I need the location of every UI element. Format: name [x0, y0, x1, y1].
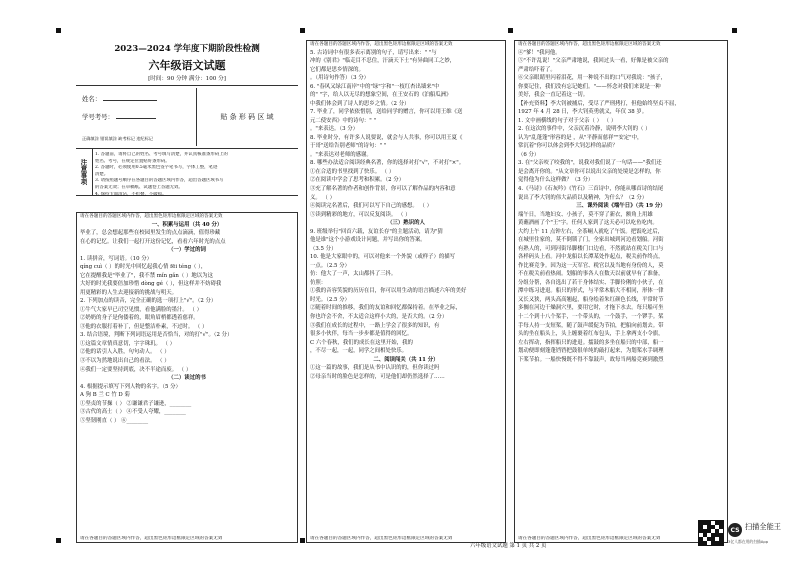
name-label: 姓名： — [82, 95, 102, 103]
exam-year-title: 2023—2024 学年度下期阶段性检测 — [114, 44, 260, 54]
text-line: 说出了李大钊的伟大品质以及精神，为什么？（2 分） — [518, 194, 648, 201]
text-line: 中我们体会到了诗人的思乡之情。（2 分） — [310, 100, 410, 107]
time-score-line: [时间：90 分钟 满分：100 分] — [148, 76, 226, 82]
text-line: 是会离开你的。"从文章你可以说出父亲的处境是怎样的，你 — [518, 168, 661, 175]
text-line: ⑤坚韧刚直（ ） ⑥________ — [80, 417, 149, 424]
text-line: 十二个到十八个桨手，一个带头的，一个鼓手，一个锣手。桨 — [518, 313, 664, 320]
section-heading: （三）熟识的人 — [387, 220, 425, 227]
text-line: 8. 毕业时分，有许多人说要说，就会与人共事，你可以用王夏《 — [310, 134, 463, 141]
frame-notice-top: 请在各题目的答题区域内作答，超出黑色矩形边框限定区域的答案无效 — [518, 42, 661, 47]
section-heading: （一）学过的词 — [168, 247, 206, 254]
text-line: 于哥"送给告别老师"的诗句：" " — [310, 143, 387, 150]
answer-frame — [76, 212, 298, 543]
text-line: 在城里住家的，莫不倒锁了门，全家出城到河边看划船。河街 — [518, 237, 664, 244]
text-line: ①这一篇的故事，我们是从书中认识的的，但你读过吗 — [310, 365, 440, 372]
registration-mark — [732, 28, 737, 33]
name-field[interactable] — [82, 94, 157, 103]
text-line: 有熟人的，可到河街吊脚楼门口边看，不然就站在税关门口与 — [518, 245, 664, 252]
text-line: （3.5 分） — [310, 245, 337, 252]
text-line: 1. 文中画横线的句子对于父亲（ ） （ ） — [518, 117, 617, 124]
text-line: 义。 （ ） — [310, 194, 335, 201]
text-line: 4.《马诗》《石灰吟》《竹石》三首诗中，你能从哪首诗的结尾 — [518, 186, 664, 192]
text-line: 7. 毕业了，同学依依惜别，送给同学的赠言，你可以用王维《送 — [310, 109, 463, 116]
text-line: ①在合适的书里找到了快乐。 （ ） — [310, 168, 395, 175]
text-line: 元二使安西》中的诗句：" " — [310, 117, 376, 124]
text-line: 仿照： — [310, 279, 327, 286]
text-line: 时光。（2.5 分） — [310, 296, 350, 303]
text-line: 。"来表达。（3 分） — [310, 126, 359, 133]
text-line: 大约上午 11 点钟左右，全茶峒人就吃了午饭。把饭吃过后， — [518, 228, 664, 235]
text-line: （6 分） — [518, 151, 540, 158]
note-item: 2. 答题时，必须使用0.5毫米黑色签字笔书写，字体工整，笔迹 — [95, 165, 218, 171]
text-line: ，不尽一起，一起，同学之间相处快乐。 — [310, 348, 408, 355]
answer-column-1 — [76, 40, 298, 543]
note-item: 1. 答题前，请将自己的姓名、考号填写清楚，并认真核准条形码上的 — [95, 152, 228, 157]
frame-notice-bottom: 请在各题目的答题区域内作答，超出黑色矩形边框限定区域的答案无效 — [310, 535, 453, 541]
text-line: ③他的衣服打着补丁，但是整洁朴素，不过时。 （ ） — [80, 323, 208, 330]
text-line: 1927 年 4 月 28 日，李大钊英勇就义，年仅 38 岁。 — [518, 109, 648, 116]
text-line: ①坚贞的节操（ ） ②谦谦君子谦逊，________ — [80, 400, 192, 407]
frame-notice-bottom: 请在各题目的答题区域内作答，超出黑色矩形边框限定区域的答案无效 — [80, 535, 223, 541]
text-line: ④"爹！"我问他。 — [518, 49, 561, 56]
text-line: 8. 哪些办法适合阅读经典名著，你的选择对打"√"，不对打"×"。 — [310, 160, 465, 167]
text-line: 美好，我会一直记着这一切。 — [518, 92, 589, 99]
column-3-text — [515, 49, 727, 365]
text-line: 左右挥动，指挥船只的进退。擂鼓的多坐在船只的中部，船一 — [518, 339, 664, 346]
registration-mark — [508, 28, 513, 33]
column-1-text — [77, 221, 297, 426]
note-item: 清楚。 — [95, 171, 109, 177]
section-heading: （二）读过的书 — [168, 375, 206, 382]
text-line: 【补充资料】李大钊被捕后，受尽了严刑拷打，但他始终坚贞不屈， — [518, 100, 680, 107]
text-line: ⑤读到精彩的地方，可以反复阅读。 （ ） — [310, 211, 411, 218]
section-heading: 二、阅读闯关（共 11 分） — [373, 356, 439, 363]
text-line: 很多小伙伴，每当一步步都是值得的回忆。 — [310, 331, 413, 338]
answer-column-2 — [306, 40, 506, 543]
text-line: 你也许会不舍，不太适合这样小大的，是否大的。（2 分） — [310, 313, 448, 320]
section-heading: 三、课外阅读《端午日》（共 19 分） — [576, 203, 666, 210]
text-line: 你要记住，我们没有忘记她们。"——怀念对我们来说是一种 — [518, 83, 661, 90]
text-line: ①我的音容笑貌的历历在目，你可以用生动的语言描述六年的美好 — [310, 288, 467, 295]
page-footer: 六年级语文试题 第 1 页 共 2 页 — [470, 543, 547, 549]
text-line: C 六个春秋，我们的成长在这里开始，我的 — [310, 339, 413, 346]
text-line: 分组分帮，各自选出了若干身体结实、手脚伶俐的小伙子，在 — [518, 279, 664, 286]
notes-box — [76, 149, 298, 196]
text-line: ③不以为然地说出自己的看法。 （ ） — [80, 358, 170, 364]
text-line: 各样码头上看。河中龙船以长潭某处作起点，税关前作终点， — [518, 254, 664, 261]
text-line: 他是谁"这个小游戏设计问题，并写出你的答案。 — [310, 237, 426, 244]
text-line: 。（用诗句作答）（3 分） — [310, 75, 370, 82]
text-line: ②在阅读中学会了思考和积累。（2 分） — [310, 177, 405, 184]
text-line: 3. 在"父亲咬了咬我的"，说我对我们说了一句话——"我们还 — [518, 160, 662, 167]
registration-mark — [56, 538, 61, 543]
notes-list — [95, 152, 295, 198]
text-line: 手每人持一支短桨，随了鼓声缓促为节拍，把船向前划去。带 — [518, 322, 664, 329]
text-line: 3. 结合语境，判断下列词语运用是否恰当，对的打"√"。（2 分） — [80, 332, 233, 339]
text-line: 的" "字，给人以无尽的想象空间，在王安石的《泊船瓜洲》 — [310, 92, 452, 99]
text-line: ④阅读完名著后，我们可以写下自己的感想。 （ ） — [310, 203, 433, 210]
text-line: 1. 读拼音，写词语。（10 分） — [80, 255, 153, 262]
text-line: 认为"乱蓬蓬"形容的是 ，从"平静而慈祥""安定"中， — [518, 134, 643, 141]
text-line: ⑤"不许乱说！"父亲严肃地说，我回过头一看，好像是被父亲的 — [518, 58, 669, 65]
text-line: 用更精彩的人生去迎接新的挑战与明天。 — [80, 289, 178, 296]
column-2-text — [307, 49, 505, 382]
text-line: 仿：他大了一声，太山都抖了三抖。 — [310, 271, 397, 278]
note-item: 3. 请按照题号顺序在各题目的答题区域内作答，超出答题区域书写 — [95, 178, 224, 184]
text-line: ②奶奶的身子是佝偻着的，眼角眉梢都透着慈祥。 — [80, 315, 199, 322]
note-item: 姓名、考号，在规定位置贴好条形码。 — [95, 158, 170, 164]
camscanner-logo-icon: CS — [728, 523, 742, 537]
text-line: 觉得他为什么这样做？（3 分） — [518, 177, 594, 184]
text-line: ①牛气大家早已司空见惯，看他满脸的墨汁。 （ ） — [80, 306, 203, 313]
fill-example: 正确填涂 错误填涂 缺考标记 违纪标记 — [82, 136, 153, 141]
qr-code-icon — [698, 520, 724, 546]
text-line: 端午日，当地妇女、小孩子，莫不穿了新衣，额角上用雄 — [518, 211, 653, 218]
answer-frame — [514, 40, 728, 543]
text-line: ③我们在成长的过程中，一路上学会了很多的知识，有 — [310, 322, 440, 329]
scanner-tagline: 3亿人都在用的扫描App — [728, 539, 769, 544]
text-line: ③古代的高士（ ） ④不受人夸耀，________ — [80, 409, 186, 416]
text-line: 黄蘸酒画了个"王"字。任何人家到了这天必可以吃鱼吃肉。 — [518, 220, 658, 227]
text-line: 6. "春风又绿江南岸"中的"绿"字和"一枝红杏出墙来"中 — [310, 83, 440, 90]
frame-notice-top: 请在各题目的答题区域内作答，超出黑色矩形边框限定区域的答案无效 — [80, 214, 223, 219]
text-line: 潭中练习进退。船只的形式，与平常木船大不相同，形体一律 — [518, 288, 664, 295]
text-line: ②随着时间的推移，我们的友谊和回忆都保持着。在毕业之际， — [310, 305, 461, 312]
frame-notice-top: 请在各题目的答题区域内作答，超出黑色矩形边框限定区域的答案无效 — [310, 42, 453, 47]
answer-frame — [306, 40, 506, 543]
text-line: 常沉着"你可以体会到李大钊怎样的品质？ — [518, 143, 618, 150]
text-line: ①这篇文章情真意切，字字珠玑。 （ ） — [80, 340, 176, 347]
scanner-brand: 扫描全能王 — [745, 522, 781, 531]
text-line: A 狗 B 兰 C 竹 D 菊 — [80, 392, 130, 399]
text-line: 10. 他是大家眼中的，可以对他来一个外貌（或样子）的描写 — [310, 254, 456, 261]
section-heading: 一、积累与运用（共 40 分） — [151, 221, 223, 228]
note-item: 的答案无效；在草稿纸、试题卷上答题无效。 — [95, 185, 183, 191]
text-line: 它们都是思乡情深的。 — [310, 66, 364, 73]
text-line: 又长又狭，两头高高翘起，船身绘着朱红颜色长线，平常时节 — [518, 296, 664, 303]
text-line: 多搁在河边干燥洞穴里，要用它时，才拖下水去。每只船可坐 — [518, 305, 664, 312]
text-line: 大好的时光我要倍加珍惜 dòng gé（ ），但这样并不妨碍我 — [80, 281, 222, 288]
text-line: 头的坐在船头上，头上缠裹着红布包头，手上拿两支小令旗， — [518, 331, 664, 338]
text-line: ④我们一定要坚持到底，决不半途而废。 （ ） — [80, 366, 192, 373]
registration-mark — [300, 538, 305, 543]
text-line: 4. 根据提示填写下列人物的名字。（5 分） — [80, 383, 181, 390]
answer-column-3 — [514, 40, 728, 543]
text-line: 毕业了，总会想起那些在校园里发生的点点滴滴，值得珍藏 — [80, 230, 221, 237]
text-line: 一点。（2.5 分） — [310, 262, 350, 269]
text-line: 它在提醒我是"毕业了"，我不禁 mǐn gǎn（ ）地以为这 — [80, 272, 213, 279]
barcode-area: 贴 条 形 码 区 域 — [196, 88, 297, 146]
text-line: ③充了解名著的作者和创作背景，你可以了解作品的内容和意 — [310, 186, 456, 192]
text-line: 划动便即刻蓬蓬铛铛把鼓很单纯的敲打起来，为划桨水手调理 — [518, 348, 664, 355]
notes-label: 注意事项 — [76, 149, 93, 195]
text-line: 9. 班级举行"回首六载，友谊长存"的主题活动，请为"猜 — [310, 228, 443, 235]
text-line: 冲的《别君》"临走目不忍住，汗滴天下士"有异曲同工之妙， — [310, 58, 456, 65]
text-line: 。"来表达对老师的感谢。 — [310, 151, 372, 158]
exam-subject-title: 六年级语文试题 — [148, 59, 226, 72]
text-line: 5. 古诗词中有很多表示离别的句子，请写出来：" "与 — [310, 49, 437, 56]
text-line: 不在税关前看热闹。划船的事各人在数天以前就早有了准备， — [518, 271, 664, 278]
student-info-box — [76, 85, 298, 149]
text-line: 下桨节拍。一船快慢既不得不靠鼓声，故每当两船竞赛到激烈 — [518, 356, 664, 363]
text-line: ⑥父亲眼睛里闪着泪花，用一种说不出的口气对我说："孩子， — [518, 75, 667, 82]
frame-notice-bottom: 请在各题目的答题区域内作答，超出黑色矩形边框限定区域的答案无效 — [518, 535, 661, 541]
text-line: 在心的记忆。让我们一起打开这份记忆，看看六年时光的点点 — [80, 238, 226, 245]
student-no-label: 学号考号： — [82, 113, 114, 121]
text-line: 严肃给吓着了。 — [518, 66, 556, 73]
student-no-field[interactable] — [82, 112, 156, 121]
text-line: 作比赛竞争。因为这一天军官、税官以及当地有身份的人，莫 — [518, 262, 664, 269]
text-line: ②母亲当时的脸色是怎样的，可是他们却仍然选择了…… — [310, 373, 445, 380]
text-line: qíng cuì（ ）的时光中回忆起我心情 fēi téng（ ）， — [80, 264, 207, 271]
registration-mark — [300, 28, 305, 33]
note-item: 4. 保持卡面清洁，不折叠，不破损。 — [95, 191, 167, 197]
text-line: 2. 在这次的事件中，父亲沉着冷静，说明李大钊的（ ） — [518, 126, 651, 133]
text-line: ②他的话引人入胜，句句动人。 （ ） — [80, 349, 170, 356]
text-line: 2. 下列加点的读音，完全正确的选一项打上"√"。（2 分） — [80, 298, 217, 305]
registration-mark — [56, 28, 61, 33]
